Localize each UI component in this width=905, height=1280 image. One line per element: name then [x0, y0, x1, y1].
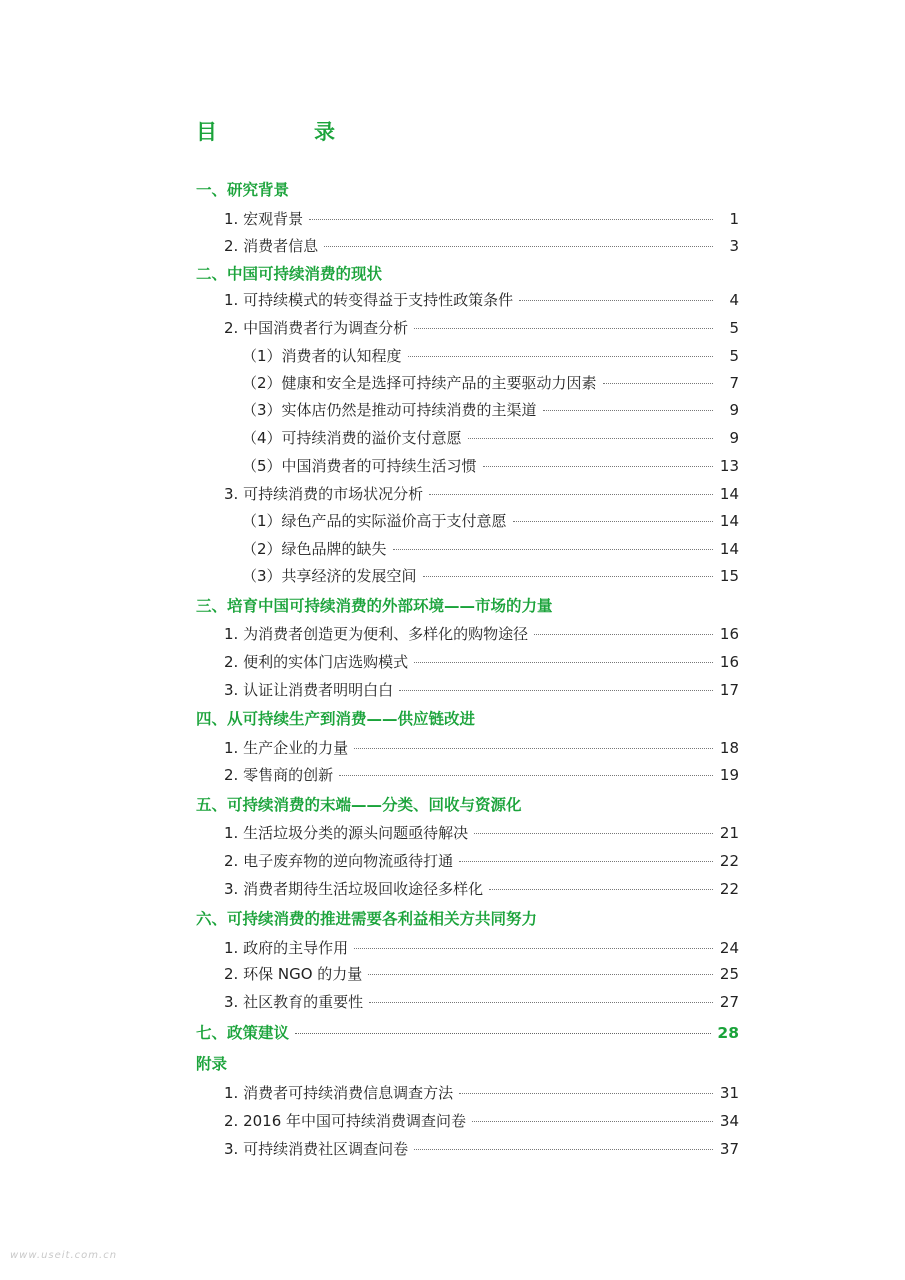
toc-entry-label: 附录	[196, 1055, 228, 1073]
toc-page-number: 19	[719, 766, 739, 784]
toc-entry[interactable]	[224, 318, 739, 338]
toc-entry[interactable]	[224, 236, 739, 256]
toc-entry-label: 2. 电子废弃物的逆向物流亟待打通	[224, 852, 454, 870]
toc-entry[interactable]	[224, 624, 739, 644]
toc-entry[interactable]	[242, 373, 739, 393]
toc-section[interactable]	[196, 1023, 739, 1043]
toc-page-number: 34	[719, 1112, 739, 1130]
toc-entry[interactable]	[224, 680, 739, 700]
toc-entry-label: （3）共享经济的发展空间	[242, 567, 417, 585]
toc-entry-label: 1. 生产企业的力量	[224, 739, 349, 757]
toc-page-number: 22	[719, 852, 739, 870]
toc-page-number: 13	[719, 457, 739, 475]
dot-leader	[534, 633, 713, 635]
toc-entry[interactable]	[242, 511, 739, 531]
toc-entry[interactable]	[224, 652, 739, 672]
toc-entry[interactable]	[224, 209, 739, 229]
toc-page-number: 3	[729, 237, 739, 255]
toc-page-number: 9	[729, 429, 739, 447]
dot-leader	[489, 888, 713, 890]
toc-entry-label: （2）健康和安全是选择可持续产品的主要驱动力因素	[242, 374, 597, 392]
toc-entry[interactable]	[224, 964, 739, 984]
dot-leader	[474, 832, 713, 834]
toc-page-number: 5	[729, 319, 739, 337]
toc-entry-label: 2. 便利的实体门店选购模式	[224, 653, 409, 671]
toc-entry[interactable]	[224, 879, 739, 899]
toc-page-number: 9	[729, 401, 739, 419]
toc-entry[interactable]	[242, 428, 739, 448]
toc-page-number: 18	[719, 739, 739, 757]
toc-entry[interactable]	[224, 1139, 739, 1159]
toc-entry-label: 1. 为消费者创造更为便利、多样化的购物途径	[224, 625, 529, 643]
dot-leader	[408, 355, 713, 357]
dot-leader	[354, 947, 713, 949]
toc-entry[interactable]	[224, 290, 739, 310]
toc-entry-label: 1. 政府的主导作用	[224, 939, 349, 957]
toc-entry-label: （1）消费者的认知程度	[242, 347, 402, 365]
toc-entry[interactable]	[242, 539, 739, 559]
toc-entry[interactable]	[224, 938, 739, 958]
toc-entry[interactable]	[242, 346, 739, 366]
dot-leader	[468, 437, 713, 439]
toc-entry-label: 四、从可持续生产到消费——供应链改进	[196, 710, 476, 728]
dot-leader	[459, 860, 713, 862]
toc-entry[interactable]	[224, 1111, 739, 1131]
dot-leader	[519, 299, 713, 301]
dot-leader	[414, 1148, 713, 1150]
toc-entry-label: （5）中国消费者的可持续生活习惯	[242, 457, 477, 475]
toc-page-number: 5	[729, 347, 739, 365]
toc-section[interactable]	[196, 180, 289, 200]
toc-section[interactable]	[196, 909, 537, 929]
toc-page-number: 28	[717, 1024, 739, 1042]
toc-entry[interactable]	[224, 823, 739, 843]
toc-entry-label: 1. 宏观背景	[224, 210, 304, 228]
dot-leader	[354, 747, 713, 749]
toc-entry[interactable]	[224, 992, 739, 1012]
toc-page-number: 31	[719, 1084, 739, 1102]
toc-entry-label: （1）绿色产品的实际溢价高于支付意愿	[242, 512, 507, 530]
toc-entry-label: 二、中国可持续消费的现状	[196, 265, 383, 283]
toc-section[interactable]	[196, 596, 553, 616]
toc-entry-label: 一、研究背景	[196, 181, 290, 199]
toc-page-number: 17	[719, 681, 739, 699]
dot-leader	[414, 661, 713, 663]
dot-leader	[399, 689, 713, 691]
toc-entry-label: 七、政策建议	[196, 1024, 290, 1042]
dot-leader	[393, 548, 713, 550]
toc-section[interactable]	[196, 795, 522, 815]
toc-entry-label: 3. 可持续消费社区调查问卷	[224, 1140, 409, 1158]
dot-leader	[369, 1001, 713, 1003]
toc-entry[interactable]	[224, 484, 739, 504]
dot-leader	[429, 493, 713, 495]
toc-entry[interactable]	[242, 456, 739, 476]
toc-entry-label: 3. 认证让消费者明明白白	[224, 681, 394, 699]
toc-entry-label: 六、可持续消费的推进需要各利益相关方共同努力	[196, 910, 538, 928]
dot-leader	[483, 465, 713, 467]
toc-section[interactable]	[196, 264, 382, 284]
dot-leader	[339, 774, 713, 776]
toc-entry[interactable]	[224, 1083, 739, 1103]
toc-entry-label: 2. 环保 NGO 的力量	[224, 965, 363, 983]
toc-entry-label: 1. 生活垃圾分类的源头问题亟待解决	[224, 824, 469, 842]
dot-leader	[603, 382, 713, 384]
toc-entry-label: 2. 中国消费者行为调查分析	[224, 319, 409, 337]
toc-entry-label: 三、培育中国可持续消费的外部环境——市场的力量	[196, 597, 553, 615]
dot-leader	[543, 409, 713, 411]
toc-entry-label: 2. 消费者信息	[224, 237, 319, 255]
toc-entry-label: 3. 消费者期待生活垃圾回收途径多样化	[224, 880, 484, 898]
dot-leader	[324, 245, 713, 247]
toc-page-number: 14	[719, 485, 739, 503]
toc-page-number: 15	[719, 567, 739, 585]
toc-entry-label: 五、可持续消费的末端——分类、回收与资源化	[196, 796, 522, 814]
toc-page-number: 14	[719, 512, 739, 530]
toc-entry[interactable]	[242, 566, 739, 586]
toc-entry-label: 3. 可持续消费的市场状况分析	[224, 485, 424, 503]
toc-page-number: 37	[719, 1140, 739, 1158]
toc-entry[interactable]	[224, 765, 739, 785]
dot-leader	[423, 575, 713, 577]
toc-page-number: 16	[719, 625, 739, 643]
toc-page-number: 24	[719, 939, 739, 957]
dot-leader	[414, 327, 713, 329]
dot-leader	[459, 1092, 713, 1094]
toc-page-number: 25	[719, 965, 739, 983]
dot-leader	[309, 218, 713, 220]
toc-entry-label: 1. 消费者可持续消费信息调查方法	[224, 1084, 454, 1102]
dot-leader	[513, 520, 713, 522]
toc-page-number: 7	[729, 374, 739, 392]
toc-page-number: 4	[729, 291, 739, 309]
dot-leader	[472, 1120, 713, 1122]
watermark: www.useit.com.cn	[10, 1250, 118, 1261]
toc-entry-label: 2. 2016 年中国可持续消费调查问卷	[224, 1112, 467, 1130]
toc-page-number: 1	[729, 210, 739, 228]
toc-entry[interactable]	[242, 400, 739, 420]
toc-page-number: 27	[719, 993, 739, 1011]
toc-section[interactable]	[196, 1054, 227, 1074]
toc-page-number: 21	[719, 824, 739, 842]
toc-entry-label: （3）实体店仍然是推动可持续消费的主渠道	[242, 401, 537, 419]
toc-entry-label: 2. 零售商的创新	[224, 766, 334, 784]
toc-entry[interactable]	[224, 738, 739, 758]
toc-page-number: 22	[719, 880, 739, 898]
dot-leader	[368, 973, 713, 975]
toc-entry-label: （2）绿色品牌的缺失	[242, 540, 387, 558]
toc-entry-label: 3. 社区教育的重要性	[224, 993, 364, 1011]
toc-entry[interactable]	[224, 851, 739, 871]
toc-page-number: 14	[719, 540, 739, 558]
toc-entry-label: （4）可持续消费的溢价支付意愿	[242, 429, 462, 447]
dot-leader	[295, 1032, 711, 1034]
toc-section[interactable]	[196, 709, 475, 729]
toc-entry-label: 1. 可持续模式的转变得益于支持性政策条件	[224, 291, 514, 309]
toc-title: 目 录	[196, 120, 373, 144]
toc-page-number: 16	[719, 653, 739, 671]
